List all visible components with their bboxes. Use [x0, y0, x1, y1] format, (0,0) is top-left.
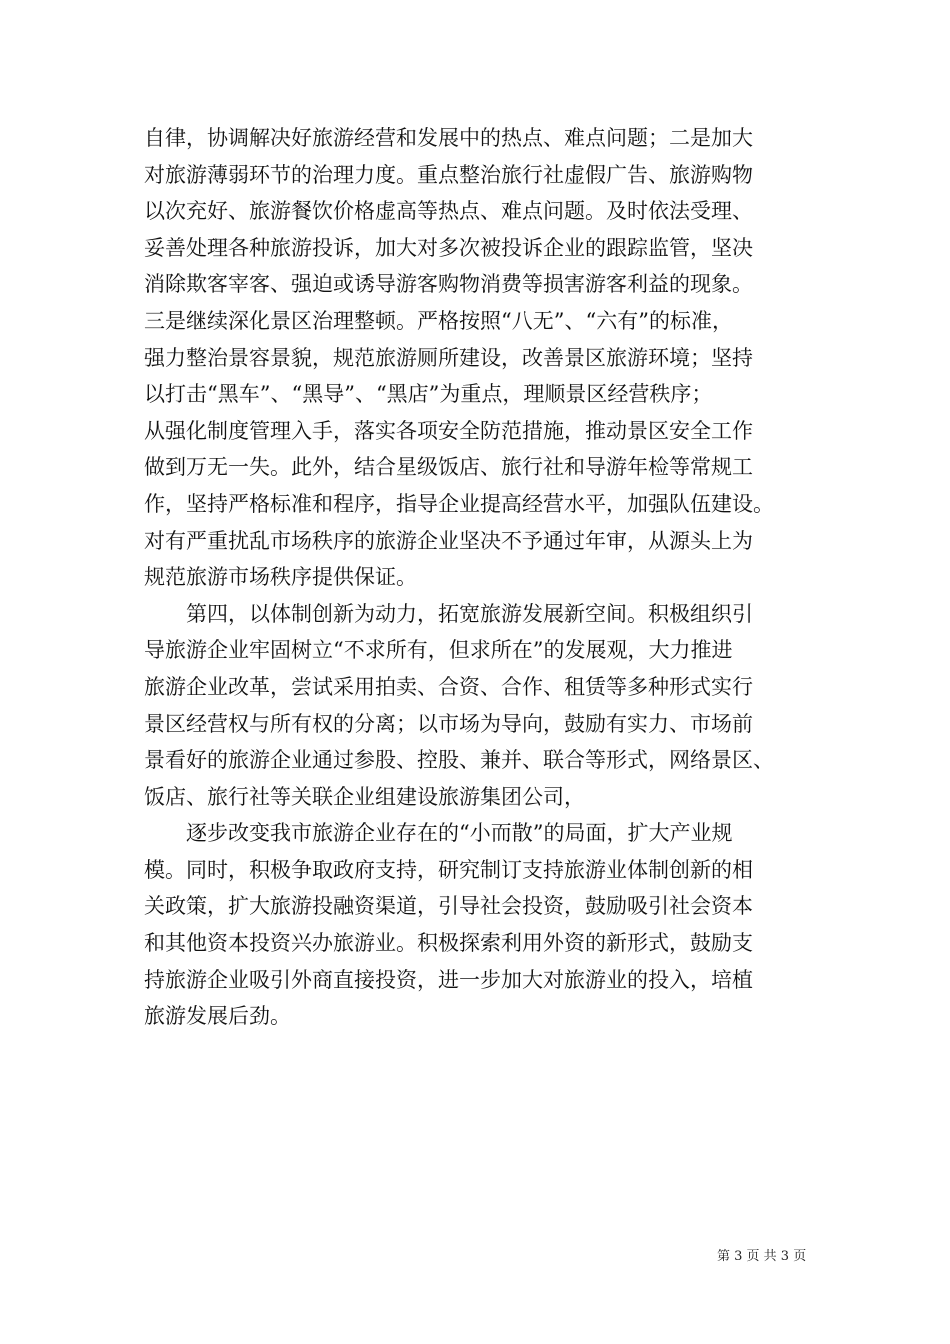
text-line: 第四，以体制创新为动力，拓宽旅游发展新空间。积极组织引: [144, 601, 753, 626]
text-line: 作，坚持严格标准和程序，指导企业提高经营水平，加强队伍建设。: [144, 491, 774, 516]
text-line: 以次充好、旅游餐饮价格虚高等热点、难点问题。及时依法受理、: [144, 199, 753, 224]
text-line: 持旅游企业吸引外商直接投资，进一步加大对旅游业的投入，培植: [144, 967, 753, 992]
body-text: [144, 120, 834, 1035]
text-line: 导旅游企业牢固树立“不求所有，但求所在”的发展观，大力推进: [144, 638, 733, 663]
text-line: 关政策，扩大旅游投融资渠道，引导社会投资，鼓励吸引社会资本: [144, 894, 753, 919]
text-line: 规范旅游市场秩序提供保证。: [144, 565, 417, 590]
text-line: 三是继续深化景区治理整顿。严格按照“八无”、“六有”的标准，: [144, 308, 733, 333]
text-line: 妥善处理各种旅游投诉，加大对多次被投诉企业的跟踪监管，坚决: [144, 235, 753, 260]
text-line: 从强化制度管理入手，落实各项安全防范措施，推动景区安全工作: [144, 418, 753, 443]
text-line: 逐步改变我市旅游企业存在的“小而散”的局面，扩大产业规: [144, 821, 733, 846]
text-line: 消除欺客宰客、强迫或诱导游客购物消费等损害游客利益的现象。: [144, 272, 753, 297]
text-line: 自律，协调解决好旅游经营和发展中的热点、难点问题；二是加大: [144, 126, 753, 150]
text-line: 旅游发展后劲。: [144, 1004, 291, 1029]
text-line: 景区经营权与所有权的分离；以市场为导向，鼓励有实力、市场前: [144, 711, 753, 736]
text-line: 强力整治景容景貌，规范旅游厕所建设，改善景区旅游环境；坚持: [144, 345, 753, 370]
page-number-footer: 第 3 页 共 3 页: [717, 1249, 807, 1264]
text-line: 以打击“黑车”、“黑导”、“黑店”为重点，理顺景区经营秩序；: [144, 382, 713, 407]
text-line: 景看好的旅游企业通过参股、控股、兼并、联合等形式，网络景区、: [144, 748, 774, 773]
text-line: 和其他资本投资兴办旅游业。积极探索利用外资的新形式，鼓励支: [144, 931, 753, 956]
text-line: 做到万无一失。此外，结合星级饭店、旅行社和导游年检等常规工: [144, 455, 753, 480]
text-line: 饭店、旅行社等关联企业组建设旅游集团公司，: [144, 784, 585, 809]
text-line: 旅游企业改革，尝试采用拍卖、合资、合作、租赁等多种形式实行: [144, 674, 753, 699]
text-line: 模。同时，积极争取政府支持，研究制订支持旅游业体制创新的相: [144, 857, 753, 882]
text-line: 对有严重扰乱市场秩序的旅游企业坚决不予通过年审，从源头上为: [144, 528, 753, 553]
text-line: 对旅游薄弱环节的治理力度。重点整治旅行社虚假广告、旅游购物: [144, 162, 753, 187]
